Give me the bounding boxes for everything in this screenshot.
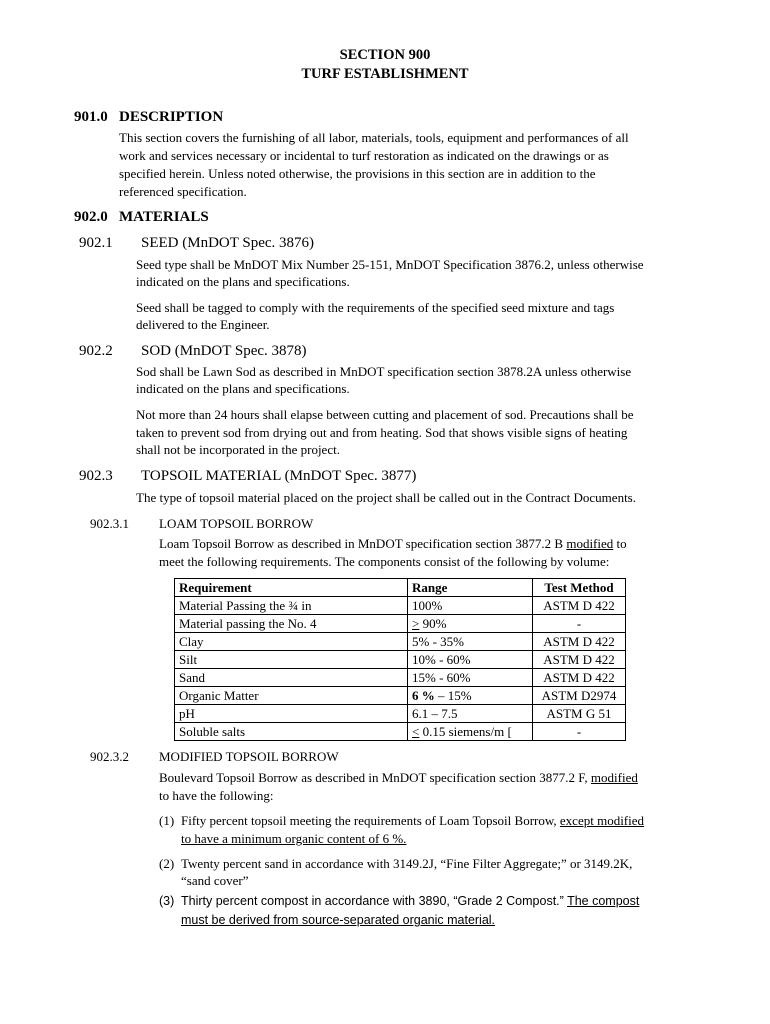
table-header-row <box>175 579 626 597</box>
less-equal-symbol: < <box>412 724 420 739</box>
table-cell: Material Passing the ¾ in <box>175 597 408 615</box>
modified-paragraph-line: to have the following: <box>159 788 274 803</box>
table-cell: ASTM D 422 <box>533 669 626 687</box>
heading-9021-number: 902.1 <box>79 235 113 251</box>
description-line: referenced specification. <box>119 184 247 199</box>
description-line: work and services necessary or incidental to turf restoration as indicated on the drawings or as <box>119 148 609 163</box>
table-cell: ASTM D 422 <box>533 597 626 615</box>
description-line: specified herein. Unless noted otherwise, the provisions in this section are in addition to the <box>119 166 596 181</box>
topsoil-paragraph: The type of topsoil material placed on the project shall be called out in the Contract Documents. <box>136 490 636 505</box>
table-row <box>175 615 626 633</box>
table-cell: ASTM D 422 <box>533 651 626 669</box>
table-header-cell: Requirement <box>175 579 408 597</box>
sod-paragraph-line: Not more than 24 hours shall elapse between cutting and placement of sod. Precautions shall be <box>136 407 634 422</box>
table-cell: Silt <box>175 651 408 669</box>
table-cell: Organic Matter <box>175 687 408 705</box>
heading-902-number: 902.0 <box>74 209 108 225</box>
table-cell: Soluble salts <box>175 723 408 741</box>
table-cell: - <box>533 723 626 741</box>
heading-9022-number: 902.2 <box>79 343 113 359</box>
seed-paragraph-line: indicated on the plans and specifications. <box>136 274 350 289</box>
table-cell: 15% - 60% <box>408 669 533 687</box>
table-cell: Clay <box>175 633 408 651</box>
page-title: TURF ESTABLISHMENT <box>301 66 469 82</box>
table-cell: Sand <box>175 669 408 687</box>
heading-901-title: DESCRIPTION <box>119 109 224 125</box>
list-item-line: “sand cover” <box>181 873 249 888</box>
sod-paragraph-line: taken to prevent sod from drying out and from heating. Sod that shows visible signs of heating <box>136 425 628 440</box>
table-cell: ASTM D 422 <box>533 633 626 651</box>
list-item-marker: (1) <box>159 813 175 828</box>
list-item-line: to have a minimum organic content of 6 %. <box>181 831 407 846</box>
heading-9023-number: 902.3 <box>79 468 113 484</box>
table-cell: < 0.15 siemens/m [ <box>408 723 533 741</box>
table-cell: 6 % – 15% <box>408 687 533 705</box>
table-cell: > 90% <box>408 615 533 633</box>
sod-paragraph-line: shall not be incorporated in the project. <box>136 442 340 457</box>
greater-equal-symbol: > <box>412 616 420 631</box>
list-item-line: Twenty percent sand in accordance with 3149.2J, “Fine Filter Aggregate;” or 3149.2K, <box>181 856 633 871</box>
heading-901-number: 901.0 <box>74 109 108 125</box>
table-row <box>175 651 626 669</box>
loam-paragraph-line: Loam Topsoil Borrow as described in MnDOT specification section 3877.2 B modified to <box>159 536 627 551</box>
table-row <box>175 633 626 651</box>
heading-90232-title: MODIFIED TOPSOIL BORROW <box>159 749 339 764</box>
table-row <box>175 597 626 615</box>
table-cell: 5% - 35% <box>408 633 533 651</box>
heading-9021-title: SEED (MnDOT Spec. 3876) <box>141 235 315 251</box>
loam-paragraph-line: meet the following requirements. The components consist of the following by volume: <box>159 554 610 569</box>
table-cell: - <box>533 615 626 633</box>
seed-paragraph-line: delivered to the Engineer. <box>136 317 270 332</box>
table-header-cell: Range <box>408 579 533 597</box>
section-number: SECTION 900 <box>339 47 431 63</box>
table-row <box>175 687 626 705</box>
table-cell: pH <box>175 705 408 723</box>
table-header-cell: Test Method <box>533 579 626 597</box>
seed-paragraph-line: Seed type shall be MnDOT Mix Number 25-151, MnDOT Specification 3876.2, unless otherwise <box>136 257 644 272</box>
heading-9022-title: SOD (MnDOT Spec. 3878) <box>141 343 307 359</box>
heading-902-title: MATERIALS <box>119 209 209 225</box>
table-cell: ASTM D2974 <box>533 687 626 705</box>
table-cell: ASTM G 51 <box>533 705 626 723</box>
sod-paragraph-line: indicated on the plans and specifications. <box>136 381 350 396</box>
heading-90232-number: 902.3.2 <box>90 749 129 764</box>
table-cell: 10% - 60% <box>408 651 533 669</box>
modified-paragraph-line: Boulevard Topsoil Borrow as described in MnDOT specification section 3877.2 F, modified <box>159 770 638 785</box>
table-cell: Material passing the No. 4 <box>175 615 408 633</box>
table-row <box>175 669 626 687</box>
list-item-marker: (3) <box>159 894 175 908</box>
table-cell: 6.1 – 7.5 <box>408 705 533 723</box>
heading-90231-title: LOAM TOPSOIL BORROW <box>159 516 314 531</box>
list-item-line: must be derived from source-separated organic material. <box>181 913 496 927</box>
table-row <box>175 723 626 741</box>
list-item-line: Thirty percent compost in accordance with 3890, “Grade 2 Compost.” The compost <box>181 894 640 908</box>
seed-paragraph-line: Seed shall be tagged to comply with the requirements of the specified seed mixture and tags <box>136 300 615 315</box>
description-line: This section covers the furnishing of all labor, materials, tools, equipment and performances of all <box>119 130 629 145</box>
requirements-table <box>174 578 626 741</box>
table-row <box>175 705 626 723</box>
list-item-marker: (2) <box>159 856 175 871</box>
sod-paragraph-line: Sod shall be Lawn Sod as described in MnDOT specification section 3878.2A unless otherwise <box>136 364 632 379</box>
heading-90231-number: 902.3.1 <box>90 516 129 531</box>
table-cell: 100% <box>408 597 533 615</box>
heading-9023-title: TOPSOIL MATERIAL (MnDOT Spec. 3877) <box>141 468 417 484</box>
list-item-line: Fifty percent topsoil meeting the requirements of Loam Topsoil Borrow, except modified <box>181 813 645 828</box>
